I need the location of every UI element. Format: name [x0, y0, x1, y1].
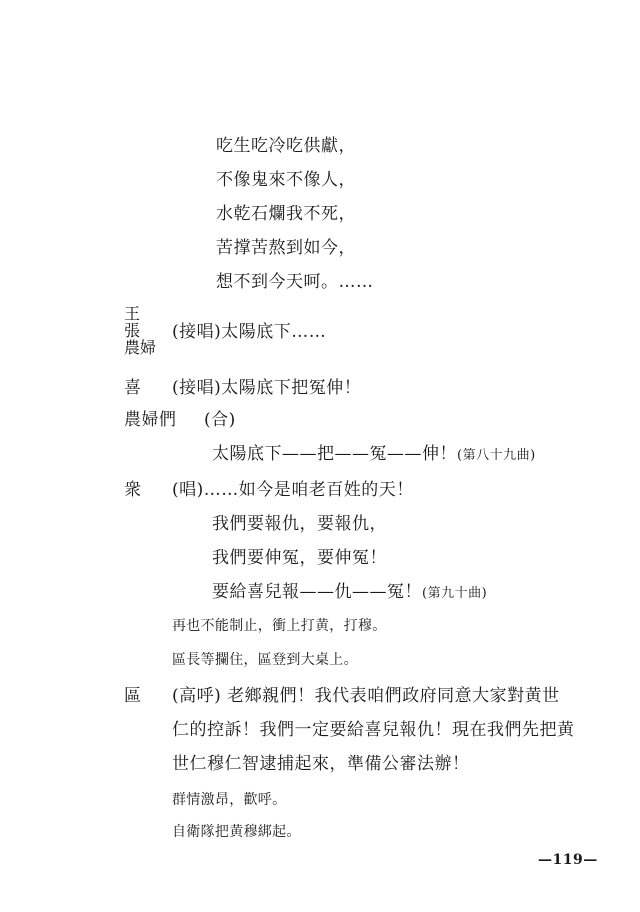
- dialogue-line: 仁的控訴！我們一定要給喜兒報仇！現在我們先把黄: [172, 720, 575, 740]
- verse-line: [212, 444, 536, 466]
- dialogue-line: (唱)……如今是咱老百姓的天！: [172, 480, 414, 500]
- verse-line: 想不到今天呵。……: [216, 272, 374, 292]
- page-number: —119—: [538, 852, 598, 868]
- speaker-name: 喜: [124, 378, 142, 398]
- verse-line: 不像鬼來不像人，: [216, 170, 356, 190]
- speaker-name: 區: [124, 686, 142, 706]
- stage-direction: 群情激昂，歡呼。: [172, 792, 287, 808]
- verse-text: 要給喜兒報——仇——冤！: [212, 582, 422, 602]
- speaker-name: 衆: [124, 480, 142, 500]
- stage-direction: (合): [204, 410, 236, 430]
- dialogue-line: (接唱)太陽底下……: [172, 322, 327, 342]
- stacked-speakers: [124, 305, 156, 356]
- speaker-name: 農婦: [124, 338, 157, 357]
- dialogue-line: (接唱)太陽底下把冤伸！: [172, 378, 362, 398]
- verse-line: 我們要伸冤，要伸冤！: [212, 548, 387, 568]
- verse-line: 水乾石爛我不死，: [216, 204, 356, 224]
- speaker-name: 王: [124, 304, 141, 323]
- speaker-name: 張: [124, 321, 141, 340]
- stage-direction: 區長等攔住，區登到大桌上。: [172, 652, 358, 668]
- dialogue-line: 世仁穆仁智逮捕起來，準備公審法辦！: [172, 754, 470, 774]
- speaker-name: 農婦們: [124, 410, 177, 430]
- song-number-note: (第八十九曲): [457, 448, 536, 463]
- stage-direction: 再也不能制止，衝上打黄，打穆。: [172, 618, 387, 634]
- dialogue-line: (高呼) 老鄉親們！我代表咱們政府同意大家對黄世: [172, 686, 560, 706]
- stage-direction: 自衛隊把黄穆綁起。: [172, 824, 301, 840]
- verse-line: 吃生吃冷吃供獻，: [216, 136, 356, 156]
- song-number-note: (第九十曲): [422, 586, 488, 601]
- verse-line: 我們要報仇，要報仇，: [212, 514, 387, 534]
- verse-text: 太陽底下——把——冤——伸！: [212, 444, 457, 464]
- verse-line: [212, 582, 487, 604]
- verse-line: 苦撑苦熬到如今，: [216, 238, 356, 258]
